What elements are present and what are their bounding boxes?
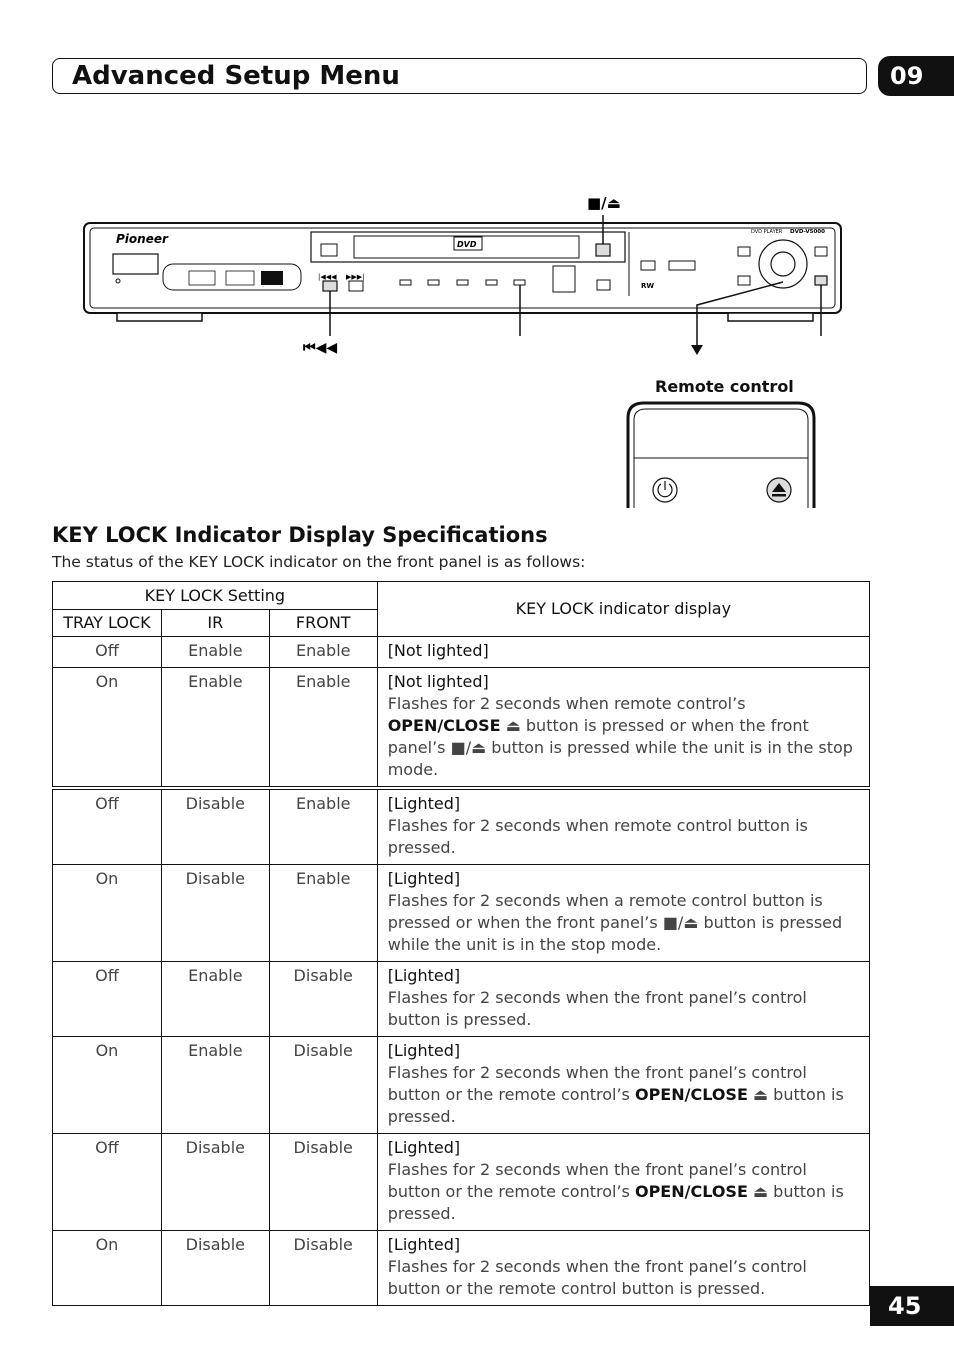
model-caption: DVD PLAYER — [751, 229, 783, 235]
ir-cell: Enable — [161, 668, 269, 789]
header-display: KEY LOCK indicator display — [377, 582, 869, 637]
display-cell — [377, 788, 869, 865]
front-cell: Disable — [269, 1134, 377, 1231]
front-cell: Enable — [269, 668, 377, 789]
display-cell — [377, 1037, 869, 1134]
display-cell — [377, 668, 869, 789]
display-description: Flashes for 2 seconds when remote control’s OPEN/CLOSE ⏏ button is pressed or when the front panel’s ■/⏏ button is pressed while the unit is in the stop mode. — [387, 694, 853, 779]
svg-text:▶▶▶|: ▶▶▶| — [346, 273, 365, 281]
skip-label: ⏮◀◀ — [303, 340, 338, 356]
ir-cell: Enable — [161, 962, 269, 1037]
display-state: [Lighted] — [387, 966, 461, 985]
front-cell: Disable — [269, 1231, 377, 1306]
display-description: Flashes for 2 seconds when remote control button is pressed. — [387, 816, 808, 857]
col-tray-lock: TRAY LOCK — [53, 610, 162, 637]
tray-lock-cell: Off — [53, 788, 162, 865]
tray-lock-cell: Off — [53, 1134, 162, 1231]
display-state: [Lighted] — [387, 794, 461, 813]
skip-back-button — [323, 281, 337, 291]
tray-lock-cell: Off — [53, 962, 162, 1037]
table-row — [53, 1037, 870, 1134]
front-cell: Enable — [269, 865, 377, 962]
table-row — [53, 668, 870, 789]
display-description: Flashes for 2 seconds when the front panel’s control button or the remote control’s OPEN/CLOSE ⏏ button is pressed. — [387, 1063, 844, 1126]
front-cell: Enable — [269, 637, 377, 668]
page-title: Advanced Setup Menu — [72, 61, 400, 91]
display-description: Flashes for 2 seconds when the front panel’s control button or the remote control button is pressed. — [387, 1257, 807, 1298]
display-state: [Not lighted] — [387, 672, 489, 691]
tray-lock-cell: On — [53, 865, 162, 962]
key-lock-button — [815, 276, 827, 285]
front-cell: Disable — [269, 1037, 377, 1134]
chapter-tab: 09 — [878, 56, 954, 96]
table-row — [53, 637, 870, 668]
table-row — [53, 962, 870, 1037]
display-state: [Lighted] — [387, 1235, 461, 1254]
tray-lock-cell: On — [53, 668, 162, 789]
stop-eject-button — [596, 244, 610, 256]
tray-lock-cell: On — [53, 1037, 162, 1134]
ir-cell: Disable — [161, 788, 269, 865]
display-description: Flashes for 2 seconds when a remote control button is pressed or when the front panel’s ■/⏏ button is pressed while the unit is in the stop mode. — [387, 891, 843, 954]
section-intro: The status of the KEY LOCK indicator on the front panel is as follows: — [52, 553, 586, 571]
display-state: [Lighted] — [387, 869, 461, 888]
front-cell: Enable — [269, 788, 377, 865]
ir-cell: Disable — [161, 1231, 269, 1306]
display-state: [Lighted] — [387, 1041, 461, 1060]
ir-cell: Enable — [161, 1037, 269, 1134]
remote-caption: Remote control — [655, 377, 794, 396]
stop-eject-label: ■/⏏ — [587, 194, 621, 212]
key-lock-table — [52, 581, 870, 1306]
table-row — [53, 788, 870, 865]
front-cell: Disable — [269, 962, 377, 1037]
tray-lock-cell: On — [53, 1231, 162, 1306]
display-cell — [377, 637, 869, 668]
table-row — [53, 1134, 870, 1231]
section-title: KEY LOCK Indicator Display Specifications — [52, 523, 548, 547]
page-number: 45 — [870, 1286, 954, 1326]
col-front: FRONT — [269, 610, 377, 637]
ir-cell: Disable — [161, 865, 269, 962]
display-description: Flashes for 2 seconds when the front panel’s control button is pressed. — [387, 988, 807, 1029]
dvd-logo: DVD — [457, 240, 477, 249]
col-ir: IR — [161, 610, 269, 637]
display-state: [Not lighted] — [387, 641, 489, 660]
display-state: [Lighted] — [387, 1138, 461, 1157]
brand-logo: Pioneer — [116, 232, 168, 246]
display-cell — [377, 962, 869, 1037]
table-row — [53, 865, 870, 962]
tray-lock-cell: Off — [53, 637, 162, 668]
left-foot — [117, 313, 202, 321]
right-foot — [728, 313, 813, 321]
ir-cell: Enable — [161, 637, 269, 668]
display-cell — [377, 865, 869, 962]
rw-logo: RW — [641, 282, 655, 290]
display-cell — [377, 1231, 869, 1306]
table-row — [53, 1231, 870, 1306]
ir-cell: Disable — [161, 1134, 269, 1231]
display-cell — [377, 1134, 869, 1231]
dvd-player-illustration — [0, 0, 954, 520]
power-window — [113, 254, 158, 274]
header-setting: KEY LOCK Setting — [53, 582, 378, 610]
svg-text:|◀◀◀: |◀◀◀ — [318, 273, 337, 281]
model-name: DVD-V5000 — [790, 229, 825, 235]
display-description: Flashes for 2 seconds when the front panel’s control button or the remote control’s OPEN/CLOSE ⏏ button is pressed. — [387, 1160, 844, 1223]
